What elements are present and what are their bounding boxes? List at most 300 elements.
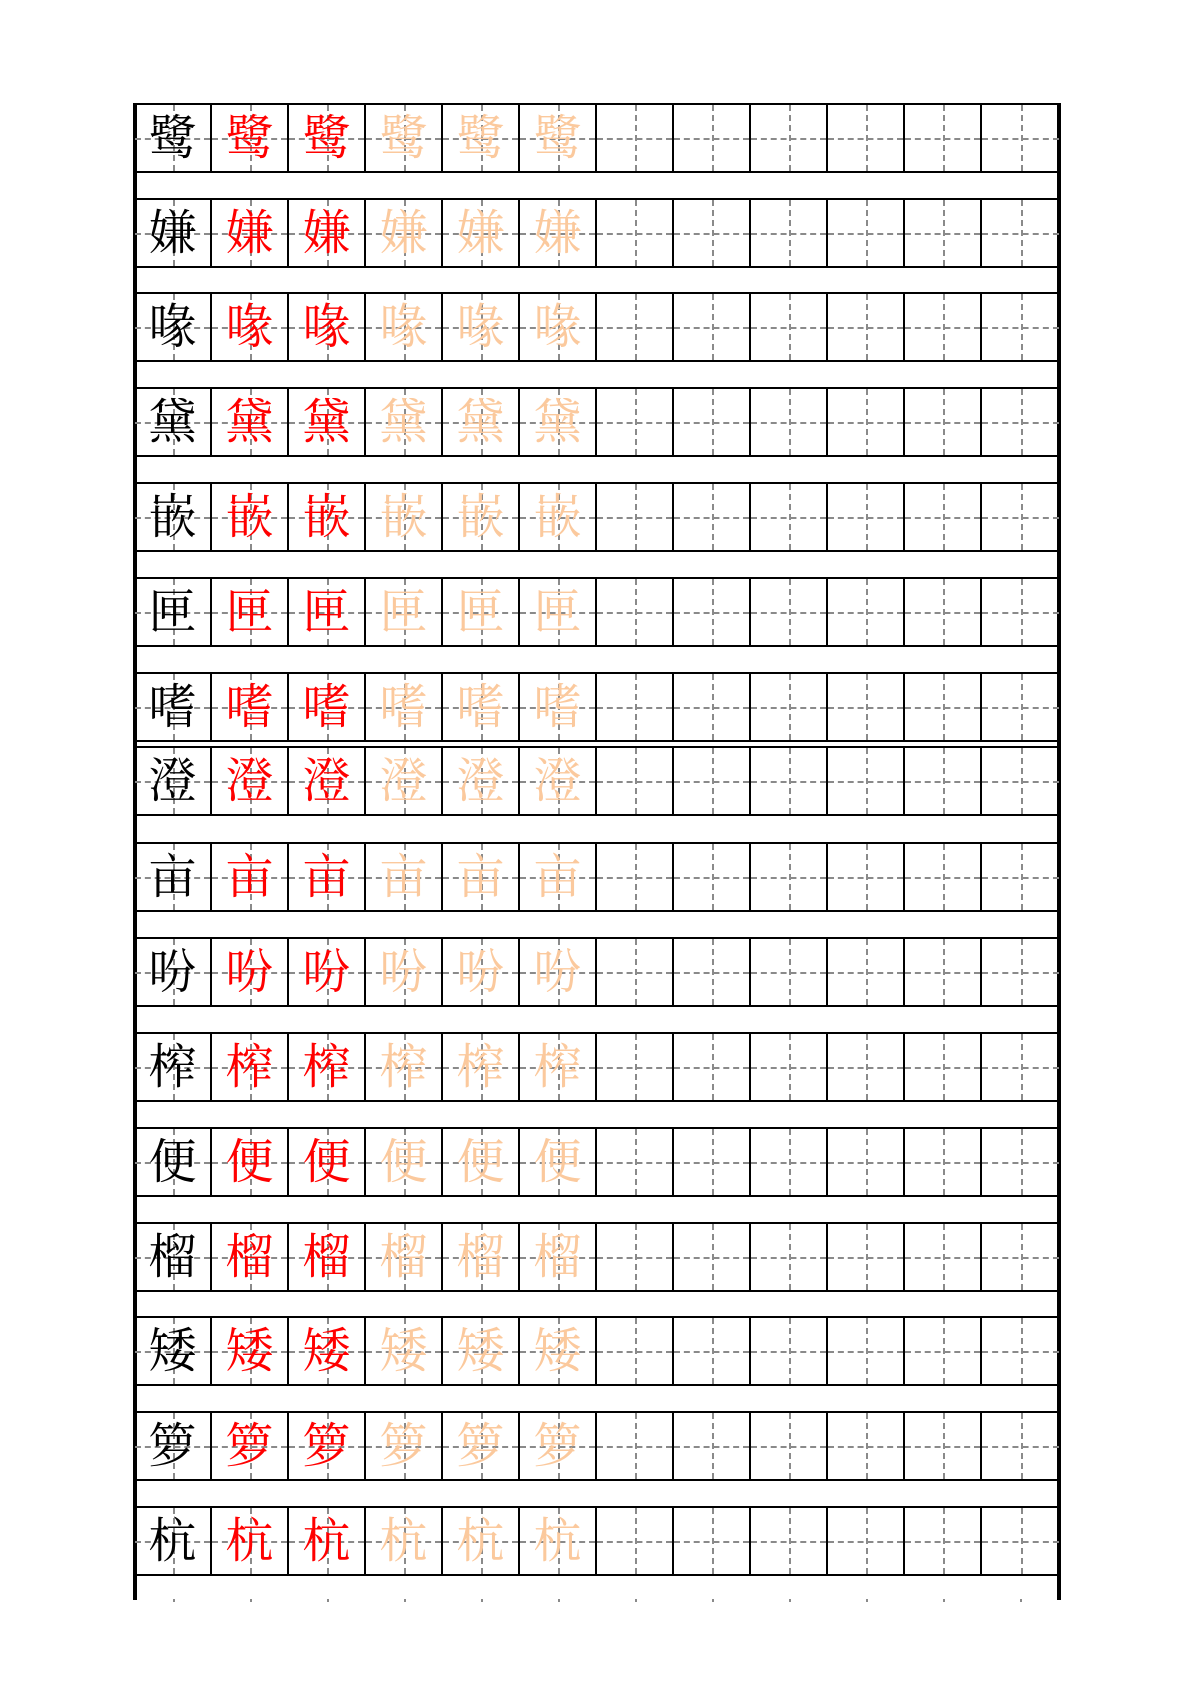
trace-cell xyxy=(520,844,597,910)
blank-writing-cell[interactable] xyxy=(828,294,905,360)
red-copy-character: 矮 xyxy=(302,1323,351,1379)
vertical-guide-line xyxy=(789,1318,791,1384)
trace-cell xyxy=(366,1413,443,1479)
blank-writing-cell[interactable] xyxy=(982,844,1059,910)
trace-cell xyxy=(520,674,597,740)
blank-writing-cell[interactable] xyxy=(828,1508,905,1574)
practice-row xyxy=(135,746,1059,816)
vertical-guide-line xyxy=(866,579,868,645)
trace-cell xyxy=(443,844,520,910)
blank-writing-cell[interactable] xyxy=(905,1508,982,1574)
blank-writing-cell[interactable] xyxy=(828,939,905,1005)
red-cell xyxy=(212,748,289,814)
blank-writing-cell[interactable] xyxy=(674,674,751,740)
vertical-guide-line xyxy=(1021,748,1023,814)
blank-writing-cell[interactable] xyxy=(674,105,751,171)
blank-writing-cell[interactable] xyxy=(751,389,828,455)
trace-character: 嗜 xyxy=(379,679,428,735)
blank-writing-cell[interactable] xyxy=(674,1413,751,1479)
blank-writing-cell[interactable] xyxy=(982,674,1059,740)
trace-character: 嫌 xyxy=(456,205,505,261)
trace-cell xyxy=(366,939,443,1005)
trace-cell xyxy=(366,105,443,171)
blank-writing-cell[interactable] xyxy=(905,105,982,171)
red-cell xyxy=(289,674,366,740)
blank-writing-cell[interactable] xyxy=(828,484,905,550)
red-cell xyxy=(289,1034,366,1100)
blank-writing-cell[interactable] xyxy=(982,1508,1059,1574)
vertical-guide-line xyxy=(635,1034,637,1100)
vertical-guide-line xyxy=(1021,1318,1023,1384)
trace-cell xyxy=(443,1318,520,1384)
vertical-guide-line xyxy=(635,1318,637,1384)
blank-writing-cell[interactable] xyxy=(828,1413,905,1479)
vertical-guide-line xyxy=(866,294,868,360)
blank-writing-cell[interactable] xyxy=(828,1224,905,1290)
vertical-guide-line xyxy=(789,1413,791,1479)
trace-cell xyxy=(366,200,443,266)
model-cell xyxy=(135,1318,212,1384)
blank-writing-cell[interactable] xyxy=(597,389,674,455)
blank-writing-cell[interactable] xyxy=(751,1224,828,1290)
trace-cell xyxy=(366,1318,443,1384)
blank-writing-cell[interactable] xyxy=(597,1129,674,1195)
blank-writing-cell[interactable] xyxy=(828,389,905,455)
red-cell xyxy=(212,939,289,1005)
vertical-guide-line xyxy=(789,579,791,645)
blank-writing-cell[interactable] xyxy=(751,200,828,266)
blank-writing-cell[interactable] xyxy=(751,674,828,740)
blank-writing-cell[interactable] xyxy=(597,1508,674,1574)
red-copy-character: 杭 xyxy=(302,1513,351,1569)
trace-character: 嗜 xyxy=(533,679,582,735)
model-character: 澄 xyxy=(148,753,197,809)
vertical-guide-line xyxy=(789,1129,791,1195)
guide-tick xyxy=(327,1599,329,1602)
red-copy-character: 杭 xyxy=(225,1513,274,1569)
trace-cell xyxy=(443,1224,520,1290)
blank-writing-cell[interactable] xyxy=(905,579,982,645)
model-cell xyxy=(135,844,212,910)
trace-character: 黛 xyxy=(456,394,505,450)
blank-writing-cell[interactable] xyxy=(905,1413,982,1479)
blank-writing-cell[interactable] xyxy=(751,748,828,814)
blank-writing-cell[interactable] xyxy=(674,389,751,455)
blank-writing-cell[interactable] xyxy=(597,1034,674,1100)
trace-character: 匣 xyxy=(456,584,505,640)
vertical-guide-line xyxy=(866,484,868,550)
model-cell xyxy=(135,748,212,814)
vertical-guide-line xyxy=(635,1508,637,1574)
practice-row xyxy=(135,292,1059,362)
blank-writing-cell[interactable] xyxy=(597,1224,674,1290)
vertical-guide-line xyxy=(635,748,637,814)
trace-cell xyxy=(366,1129,443,1195)
vertical-guide-line xyxy=(1021,1034,1023,1100)
practice-row xyxy=(135,1127,1059,1197)
blank-writing-cell[interactable] xyxy=(982,1224,1059,1290)
practice-row xyxy=(135,103,1059,173)
trace-cell xyxy=(366,389,443,455)
vertical-guide-line xyxy=(1021,1413,1023,1479)
blank-writing-cell[interactable] xyxy=(982,1318,1059,1384)
blank-writing-cell[interactable] xyxy=(982,579,1059,645)
vertical-guide-line xyxy=(712,1129,714,1195)
blank-writing-cell[interactable] xyxy=(674,748,751,814)
blank-writing-cell[interactable] xyxy=(597,939,674,1005)
red-copy-character: 喙 xyxy=(302,299,351,355)
vertical-guide-line xyxy=(866,1129,868,1195)
trace-character: 澄 xyxy=(379,753,428,809)
trace-cell xyxy=(366,674,443,740)
vertical-guide-line xyxy=(943,674,945,740)
model-character: 黛 xyxy=(148,394,197,450)
red-copy-character: 澄 xyxy=(225,753,274,809)
blank-writing-cell[interactable] xyxy=(982,105,1059,171)
vertical-guide-line xyxy=(943,484,945,550)
red-copy-character: 黛 xyxy=(302,394,351,450)
trace-character: 鹭 xyxy=(456,110,505,166)
vertical-guide-line xyxy=(866,1224,868,1290)
vertical-guide-line xyxy=(943,1034,945,1100)
trace-character: 便 xyxy=(456,1134,505,1190)
vertical-guide-line xyxy=(712,105,714,171)
vertical-guide-line xyxy=(712,1224,714,1290)
blank-writing-cell[interactable] xyxy=(982,1129,1059,1195)
vertical-guide-line xyxy=(712,1508,714,1574)
guide-tick xyxy=(866,1599,868,1602)
red-cell xyxy=(289,105,366,171)
blank-writing-cell[interactable] xyxy=(828,1318,905,1384)
blank-writing-cell[interactable] xyxy=(751,1129,828,1195)
red-copy-character: 嗜 xyxy=(225,679,274,735)
trace-character: 黛 xyxy=(533,394,582,450)
practice-row xyxy=(135,387,1059,457)
trace-character: 澄 xyxy=(533,753,582,809)
model-character: 便 xyxy=(148,1134,197,1190)
blank-writing-cell[interactable] xyxy=(982,294,1059,360)
blank-writing-cell[interactable] xyxy=(905,1129,982,1195)
trace-cell xyxy=(520,200,597,266)
blank-writing-cell[interactable] xyxy=(597,674,674,740)
blank-writing-cell[interactable] xyxy=(905,844,982,910)
blank-writing-cell[interactable] xyxy=(982,1034,1059,1100)
blank-writing-cell[interactable] xyxy=(674,1224,751,1290)
blank-writing-cell[interactable] xyxy=(751,484,828,550)
red-copy-character: 鹭 xyxy=(225,110,274,166)
red-cell xyxy=(289,1508,366,1574)
vertical-guide-line xyxy=(712,294,714,360)
model-cell xyxy=(135,674,212,740)
practice-row xyxy=(135,482,1059,552)
trace-cell xyxy=(443,1413,520,1479)
blank-writing-cell[interactable] xyxy=(828,1034,905,1100)
blank-writing-cell[interactable] xyxy=(982,389,1059,455)
vertical-guide-line xyxy=(943,1508,945,1574)
vertical-guide-line xyxy=(712,844,714,910)
vertical-guide-line xyxy=(1021,200,1023,266)
red-cell xyxy=(289,1129,366,1195)
blank-writing-cell[interactable] xyxy=(828,105,905,171)
blank-writing-cell[interactable] xyxy=(674,1318,751,1384)
red-copy-character: 亩 xyxy=(225,849,274,905)
vertical-guide-line xyxy=(1021,844,1023,910)
trace-cell xyxy=(520,1413,597,1479)
model-cell xyxy=(135,1224,212,1290)
guide-tick xyxy=(789,1599,791,1602)
model-cell xyxy=(135,389,212,455)
blank-writing-cell[interactable] xyxy=(828,674,905,740)
vertical-guide-line xyxy=(635,294,637,360)
model-character: 嗜 xyxy=(148,679,197,735)
model-character: 嫌 xyxy=(148,205,197,261)
trace-character: 矮 xyxy=(533,1323,582,1379)
blank-writing-cell[interactable] xyxy=(674,1034,751,1100)
trace-cell xyxy=(366,1224,443,1290)
vertical-guide-line xyxy=(789,1224,791,1290)
red-cell xyxy=(289,1413,366,1479)
red-copy-character: 榴 xyxy=(302,1229,351,1285)
trace-character: 匣 xyxy=(379,584,428,640)
blank-writing-cell[interactable] xyxy=(905,939,982,1005)
blank-writing-cell[interactable] xyxy=(905,484,982,550)
partial-next-row xyxy=(135,1599,1059,1601)
red-copy-character: 嵌 xyxy=(225,489,274,545)
vertical-guide-line xyxy=(712,1034,714,1100)
blank-writing-cell[interactable] xyxy=(597,579,674,645)
blank-writing-cell[interactable] xyxy=(674,844,751,910)
vertical-guide-line xyxy=(866,674,868,740)
model-character: 鹭 xyxy=(148,110,197,166)
trace-cell xyxy=(520,579,597,645)
red-cell xyxy=(212,1224,289,1290)
blank-writing-cell[interactable] xyxy=(674,1508,751,1574)
trace-character: 嵌 xyxy=(379,489,428,545)
vertical-guide-line xyxy=(789,105,791,171)
guide-tick xyxy=(1020,1599,1022,1602)
trace-cell xyxy=(520,1508,597,1574)
blank-writing-cell[interactable] xyxy=(905,1224,982,1290)
blank-writing-cell[interactable] xyxy=(751,939,828,1005)
vertical-guide-line xyxy=(866,844,868,910)
vertical-guide-line xyxy=(712,939,714,1005)
guide-tick xyxy=(712,1599,714,1602)
trace-character: 榨 xyxy=(456,1039,505,1095)
blank-writing-cell[interactable] xyxy=(597,1413,674,1479)
blank-writing-cell[interactable] xyxy=(751,1318,828,1384)
vertical-guide-line xyxy=(866,1318,868,1384)
red-cell xyxy=(212,294,289,360)
trace-character: 箩 xyxy=(379,1418,428,1474)
blank-writing-cell[interactable] xyxy=(674,200,751,266)
blank-writing-cell[interactable] xyxy=(982,939,1059,1005)
trace-character: 喙 xyxy=(533,299,582,355)
model-character: 箩 xyxy=(148,1418,197,1474)
blank-writing-cell[interactable] xyxy=(597,1318,674,1384)
vertical-guide-line xyxy=(943,200,945,266)
vertical-guide-line xyxy=(943,1413,945,1479)
practice-row xyxy=(135,842,1059,912)
vertical-guide-line xyxy=(635,105,637,171)
trace-character: 榨 xyxy=(379,1039,428,1095)
vertical-guide-line xyxy=(1021,294,1023,360)
practice-row xyxy=(135,672,1059,742)
red-copy-character: 榨 xyxy=(302,1039,351,1095)
trace-cell xyxy=(366,294,443,360)
red-cell xyxy=(212,674,289,740)
red-copy-character: 吩 xyxy=(225,944,274,1000)
trace-character: 匣 xyxy=(533,584,582,640)
guide-tick xyxy=(635,1599,637,1602)
blank-writing-cell[interactable] xyxy=(751,1413,828,1479)
trace-cell xyxy=(443,1129,520,1195)
trace-cell xyxy=(443,939,520,1005)
guide-tick xyxy=(943,1599,945,1602)
blank-writing-cell[interactable] xyxy=(828,200,905,266)
blank-writing-cell[interactable] xyxy=(751,579,828,645)
trace-cell xyxy=(366,1034,443,1100)
blank-writing-cell[interactable] xyxy=(982,1413,1059,1479)
vertical-guide-line xyxy=(943,1224,945,1290)
trace-cell xyxy=(366,844,443,910)
vertical-guide-line xyxy=(1021,105,1023,171)
blank-writing-cell[interactable] xyxy=(828,579,905,645)
blank-writing-cell[interactable] xyxy=(828,1129,905,1195)
model-character: 榨 xyxy=(148,1039,197,1095)
vertical-guide-line xyxy=(943,389,945,455)
red-copy-character: 矮 xyxy=(225,1323,274,1379)
red-cell xyxy=(212,389,289,455)
blank-writing-cell[interactable] xyxy=(674,939,751,1005)
blank-writing-cell[interactable] xyxy=(982,748,1059,814)
blank-writing-cell[interactable] xyxy=(905,389,982,455)
blank-writing-cell[interactable] xyxy=(905,200,982,266)
vertical-guide-line xyxy=(1021,484,1023,550)
blank-writing-cell[interactable] xyxy=(982,200,1059,266)
blank-writing-cell[interactable] xyxy=(597,748,674,814)
trace-cell xyxy=(520,748,597,814)
model-cell xyxy=(135,1129,212,1195)
vertical-guide-line xyxy=(635,579,637,645)
trace-character: 榴 xyxy=(456,1229,505,1285)
red-copy-character: 鹭 xyxy=(302,110,351,166)
blank-writing-cell[interactable] xyxy=(905,294,982,360)
model-cell xyxy=(135,1508,212,1574)
trace-cell xyxy=(520,1318,597,1384)
red-cell xyxy=(212,484,289,550)
blank-writing-cell[interactable] xyxy=(597,294,674,360)
vertical-guide-line xyxy=(789,200,791,266)
blank-writing-cell[interactable] xyxy=(597,105,674,171)
red-cell xyxy=(289,484,366,550)
blank-writing-cell[interactable] xyxy=(828,748,905,814)
trace-character: 矮 xyxy=(456,1323,505,1379)
blank-writing-cell[interactable] xyxy=(905,748,982,814)
guide-tick xyxy=(404,1599,406,1602)
vertical-guide-line xyxy=(866,1413,868,1479)
trace-cell xyxy=(366,1508,443,1574)
vertical-guide-line xyxy=(1021,939,1023,1005)
trace-character: 嫌 xyxy=(533,205,582,261)
model-character: 榴 xyxy=(148,1229,197,1285)
blank-writing-cell[interactable] xyxy=(751,294,828,360)
red-cell xyxy=(212,1129,289,1195)
vertical-guide-line xyxy=(712,389,714,455)
trace-character: 榴 xyxy=(379,1229,428,1285)
vertical-guide-line xyxy=(789,844,791,910)
red-cell xyxy=(289,1224,366,1290)
vertical-guide-line xyxy=(789,748,791,814)
blank-writing-cell[interactable] xyxy=(751,844,828,910)
blank-writing-cell[interactable] xyxy=(674,294,751,360)
trace-character: 嵌 xyxy=(456,489,505,545)
blank-writing-cell[interactable] xyxy=(674,579,751,645)
red-cell xyxy=(289,389,366,455)
model-character: 矮 xyxy=(148,1323,197,1379)
vertical-guide-line xyxy=(866,748,868,814)
blank-writing-cell[interactable] xyxy=(828,844,905,910)
blank-writing-cell[interactable] xyxy=(751,1508,828,1574)
vertical-guide-line xyxy=(635,844,637,910)
trace-cell xyxy=(443,748,520,814)
model-cell xyxy=(135,1034,212,1100)
vertical-guide-line xyxy=(943,294,945,360)
blank-writing-cell[interactable] xyxy=(905,674,982,740)
model-cell xyxy=(135,1413,212,1479)
trace-character: 黛 xyxy=(379,394,428,450)
trace-character: 亩 xyxy=(456,849,505,905)
blank-writing-cell[interactable] xyxy=(597,844,674,910)
vertical-guide-line xyxy=(1021,674,1023,740)
blank-writing-cell[interactable] xyxy=(597,484,674,550)
red-copy-character: 嫌 xyxy=(225,205,274,261)
trace-character: 嫌 xyxy=(379,205,428,261)
blank-writing-cell[interactable] xyxy=(751,105,828,171)
trace-character: 箩 xyxy=(456,1418,505,1474)
blank-writing-cell[interactable] xyxy=(674,484,751,550)
model-character: 亩 xyxy=(148,849,197,905)
trace-character: 矮 xyxy=(379,1323,428,1379)
red-cell xyxy=(212,1318,289,1384)
model-character: 喙 xyxy=(148,299,197,355)
blank-writing-cell[interactable] xyxy=(905,1318,982,1384)
trace-cell xyxy=(443,389,520,455)
vertical-guide-line xyxy=(635,484,637,550)
blank-writing-cell[interactable] xyxy=(597,200,674,266)
trace-character: 喙 xyxy=(379,299,428,355)
trace-character: 亩 xyxy=(533,849,582,905)
model-cell xyxy=(135,294,212,360)
blank-writing-cell[interactable] xyxy=(674,1129,751,1195)
blank-writing-cell[interactable] xyxy=(905,1034,982,1100)
practice-row xyxy=(135,937,1059,1007)
vertical-guide-line xyxy=(943,579,945,645)
vertical-guide-line xyxy=(943,748,945,814)
vertical-guide-line xyxy=(866,389,868,455)
blank-writing-cell[interactable] xyxy=(751,1034,828,1100)
model-cell xyxy=(135,484,212,550)
trace-character: 便 xyxy=(533,1134,582,1190)
guide-tick xyxy=(173,1599,175,1602)
trace-cell xyxy=(520,1129,597,1195)
vertical-guide-line xyxy=(789,389,791,455)
guide-tick xyxy=(481,1599,483,1602)
trace-cell xyxy=(520,1224,597,1290)
red-cell xyxy=(212,200,289,266)
trace-character: 便 xyxy=(379,1134,428,1190)
vertical-guide-line xyxy=(789,1508,791,1574)
blank-writing-cell[interactable] xyxy=(982,484,1059,550)
